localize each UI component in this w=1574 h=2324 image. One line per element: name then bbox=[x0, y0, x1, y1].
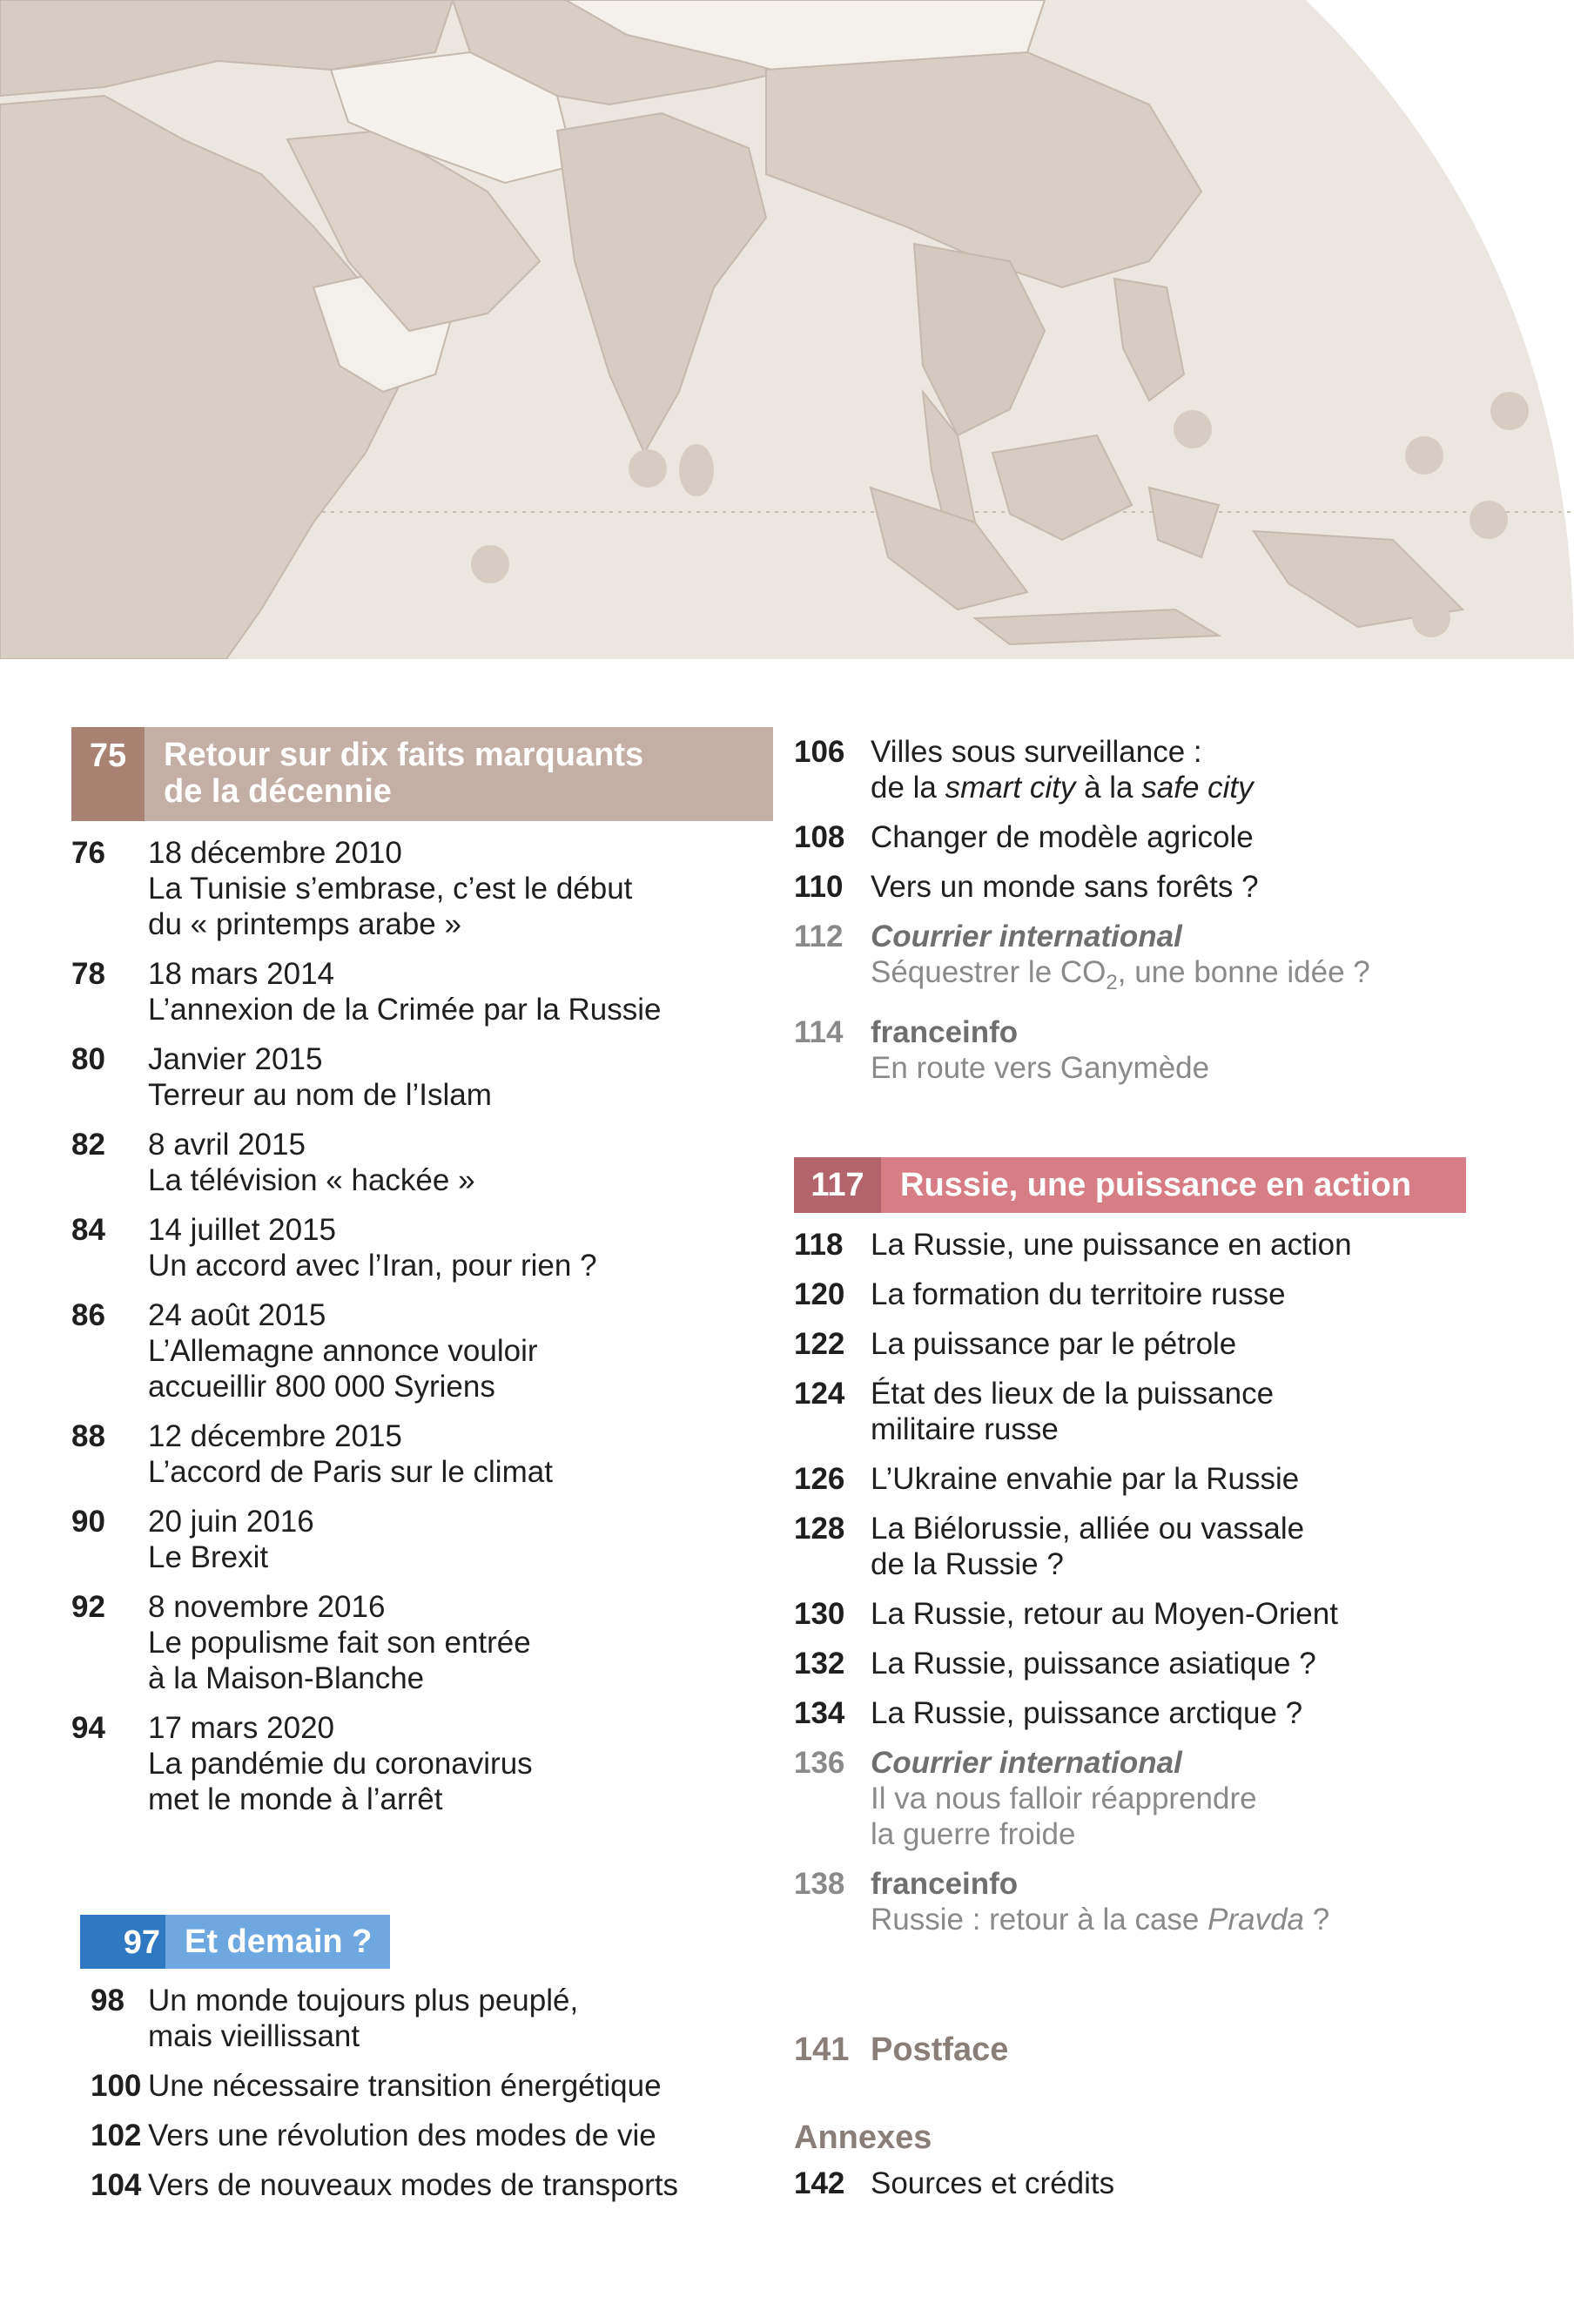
left-column bbox=[71, 727, 768, 2217]
toc-entry[interactable] bbox=[794, 2166, 1508, 2201]
entry-line: à la Maison-Blanche bbox=[148, 1661, 425, 1695]
partner-brand: Courrier international bbox=[871, 1746, 1182, 1780]
page-number: 88 bbox=[71, 1419, 105, 1453]
toc-entry[interactable] bbox=[794, 1461, 1508, 1497]
entry-text: Russie : retour à la case bbox=[871, 1903, 1208, 1937]
retour-entries bbox=[71, 835, 768, 1817]
toc-entry[interactable] bbox=[71, 956, 768, 1027]
entry-line bbox=[871, 1902, 1508, 1937]
entry-line: La Russie, puissance asiatique ? bbox=[871, 1647, 1316, 1681]
toc-entry[interactable] bbox=[71, 1983, 768, 2054]
page-number: 134 bbox=[794, 1696, 845, 1730]
page-number: 106 bbox=[794, 735, 845, 769]
entry-line: mais vieillissant bbox=[148, 2019, 360, 2053]
entry-line: Le populisme fait son entrée bbox=[148, 1626, 531, 1660]
page-number: 124 bbox=[794, 1377, 845, 1411]
page-number: 136 bbox=[794, 1746, 845, 1780]
page-number: 126 bbox=[794, 1462, 845, 1496]
page-number: 98 bbox=[91, 1984, 124, 2018]
toc-entry[interactable] bbox=[794, 1646, 1508, 1681]
annexes-heading: Annexes bbox=[794, 2119, 932, 2156]
page-number: 132 bbox=[794, 1647, 845, 1681]
entry-line: 12 décembre 2015 bbox=[148, 1419, 402, 1453]
postface-heading[interactable] bbox=[794, 2031, 1508, 2069]
entry-text: ? bbox=[1304, 1903, 1330, 1937]
toc-entry[interactable] bbox=[71, 1212, 768, 1283]
entry-line: La puissance par le pétrole bbox=[871, 1327, 1237, 1361]
entry-text: , une bonne idée ? bbox=[1117, 955, 1370, 989]
page-number: 94 bbox=[71, 1711, 105, 1745]
toc-entry[interactable] bbox=[794, 869, 1508, 905]
demain-entries bbox=[71, 1983, 768, 2203]
entry-line: Le Brexit bbox=[148, 1540, 269, 1574]
entry-line: La Tunisie s’embrase, c’est le début bbox=[148, 872, 633, 906]
entry-line: Un monde toujours plus peuplé, bbox=[148, 1984, 579, 2018]
entry-italic: Pravda bbox=[1207, 1903, 1305, 1937]
page-number: 92 bbox=[71, 1590, 105, 1624]
entry-line: La télévision « hackée » bbox=[148, 1163, 475, 1197]
page-number: 128 bbox=[794, 1512, 845, 1546]
entry-line: Un accord avec l’Iran, pour rien ? bbox=[148, 1249, 597, 1283]
toc-entry[interactable] bbox=[71, 1589, 768, 1696]
entry-line: Sources et crédits bbox=[871, 2166, 1115, 2200]
entry-line: 8 novembre 2016 bbox=[148, 1590, 386, 1624]
toc-entry[interactable] bbox=[71, 1127, 768, 1198]
section-title-box bbox=[881, 1157, 1466, 1213]
toc-entry[interactable] bbox=[794, 1511, 1508, 1582]
entry-line: L’accord de Paris sur le climat bbox=[148, 1455, 553, 1489]
entry-line: militaire russe bbox=[871, 1412, 1059, 1446]
entry-line: Changer de modèle agricole bbox=[871, 820, 1254, 854]
entry-line: 24 août 2015 bbox=[148, 1298, 326, 1332]
entry-line: La pandémie du coronavirus bbox=[148, 1747, 533, 1781]
entry-line: 14 juillet 2015 bbox=[148, 1213, 336, 1247]
partner-brand: franceinfo bbox=[871, 1867, 1019, 1901]
page-number: 112 bbox=[794, 919, 844, 953]
entry-line: 18 mars 2014 bbox=[148, 957, 335, 991]
page-number: 108 bbox=[794, 820, 845, 854]
section-header-russie[interactable] bbox=[794, 1157, 1466, 1213]
section-header-retour[interactable] bbox=[71, 727, 768, 821]
toc-entry-partner[interactable] bbox=[794, 1866, 1508, 1937]
toc-entry-partner[interactable] bbox=[794, 1014, 1508, 1086]
entry-line: 20 juin 2016 bbox=[148, 1505, 314, 1539]
toc-entry[interactable] bbox=[794, 1376, 1508, 1447]
section-number: 97 bbox=[123, 1924, 160, 1961]
page-number: 82 bbox=[71, 1128, 105, 1162]
entry-line: la guerre froide bbox=[871, 1817, 1076, 1851]
entry-line: La formation du territoire russe bbox=[871, 1277, 1286, 1311]
toc-entry[interactable] bbox=[71, 2118, 768, 2153]
page-number: 90 bbox=[71, 1505, 105, 1539]
page-number: 118 bbox=[794, 1228, 844, 1262]
toc-entry[interactable] bbox=[794, 1596, 1508, 1632]
entry-line: En route vers Ganymède bbox=[871, 1051, 1210, 1085]
section-title: Russie, une puissance en action bbox=[900, 1167, 1412, 1203]
partner-brand: Courrier international bbox=[871, 919, 1182, 953]
toc-entry[interactable] bbox=[794, 1277, 1508, 1312]
entry-text: à la bbox=[1075, 771, 1142, 805]
entry-italic: safe city bbox=[1141, 771, 1254, 805]
entry-line: accueillir 800 000 Syriens bbox=[148, 1370, 495, 1404]
entry-text: de la bbox=[871, 771, 945, 805]
entry-line bbox=[871, 770, 1508, 805]
page-number: 104 bbox=[91, 2168, 142, 2202]
entry-text: Séquestrer le CO bbox=[871, 955, 1107, 989]
entry-line: met le monde à l’arrêt bbox=[148, 1782, 443, 1816]
entry-line: Vers une révolution des modes de vie bbox=[148, 2119, 656, 2152]
entry-italic: smart city bbox=[945, 771, 1076, 805]
postface-title: Postface bbox=[871, 2031, 1009, 2068]
toc-entry-partner[interactable] bbox=[794, 919, 1508, 1000]
world-map-banner bbox=[0, 0, 1574, 659]
entry-line: Vers un monde sans forêts ? bbox=[871, 870, 1259, 904]
entry-line bbox=[871, 954, 1508, 1000]
toc-entry[interactable] bbox=[794, 1326, 1508, 1362]
section-title-box bbox=[165, 1915, 390, 1969]
section-title: Et demain ? bbox=[185, 1923, 373, 1960]
toc-entry[interactable] bbox=[71, 1710, 768, 1817]
toc-entry[interactable] bbox=[794, 819, 1508, 855]
toc-entry[interactable] bbox=[794, 734, 1508, 805]
toc-entry[interactable] bbox=[71, 1041, 768, 1113]
toc-entry[interactable] bbox=[71, 835, 768, 942]
page-number: 141 bbox=[794, 2031, 850, 2068]
right-column bbox=[794, 734, 1508, 2215]
section-title-line: de la décennie bbox=[164, 773, 392, 810]
section-number-box bbox=[80, 1915, 165, 1969]
page-number: 100 bbox=[91, 2069, 142, 2103]
entry-line: L’annexion de la Crimée par la Russie bbox=[148, 993, 662, 1027]
entry-line: L’Allemagne annonce vouloir bbox=[148, 1334, 538, 1368]
entry-line: Janvier 2015 bbox=[148, 1042, 323, 1076]
entry-line: 17 mars 2020 bbox=[148, 1711, 335, 1745]
page-number: 80 bbox=[71, 1042, 105, 1076]
subscript: 2 bbox=[1106, 971, 1118, 994]
toc-entry[interactable] bbox=[794, 1227, 1508, 1263]
section-number-box bbox=[794, 1157, 881, 1213]
page-number: 130 bbox=[794, 1597, 845, 1631]
section-number-box bbox=[71, 727, 145, 821]
page-number: 122 bbox=[794, 1327, 845, 1361]
section-title-box bbox=[145, 727, 773, 821]
toc-entry[interactable] bbox=[71, 1504, 768, 1575]
entry-line: Une nécessaire transition énergétique bbox=[148, 2069, 662, 2103]
toc-entry-partner[interactable] bbox=[794, 1745, 1508, 1852]
entry-line: 18 décembre 2010 bbox=[148, 836, 402, 870]
entry-line: La Biélorussie, alliée ou vassale bbox=[871, 1512, 1305, 1546]
page-number: 142 bbox=[794, 2166, 845, 2200]
entry-line: Vers de nouveaux modes de transports bbox=[148, 2168, 678, 2202]
section-number: 117 bbox=[811, 1167, 864, 1203]
entry-line: 8 avril 2015 bbox=[148, 1128, 306, 1162]
page-number: 138 bbox=[794, 1867, 845, 1901]
toc-entry[interactable] bbox=[71, 1418, 768, 1490]
section-number: 75 bbox=[89, 738, 127, 774]
entry-line: La Russie, une puissance en action bbox=[871, 1228, 1352, 1262]
page-number: 110 bbox=[794, 870, 844, 904]
page-number: 120 bbox=[794, 1277, 845, 1311]
entry-line: La Russie, puissance arctique ? bbox=[871, 1696, 1303, 1730]
section-header-et-demain[interactable] bbox=[80, 1915, 428, 1969]
page-number: 78 bbox=[71, 957, 105, 991]
page-number: 102 bbox=[91, 2119, 142, 2152]
entry-line: État des lieux de la puissance bbox=[871, 1377, 1275, 1411]
entry-line: L’Ukraine envahie par la Russie bbox=[871, 1462, 1300, 1496]
partner-brand: franceinfo bbox=[871, 1015, 1019, 1049]
toc-entry[interactable] bbox=[71, 2068, 768, 2104]
page-number: 76 bbox=[71, 836, 105, 870]
page-number: 86 bbox=[71, 1298, 105, 1332]
toc-entry[interactable] bbox=[71, 1297, 768, 1405]
section-title-line: Retour sur dix faits marquants bbox=[164, 737, 644, 773]
page-number: 114 bbox=[794, 1015, 844, 1049]
russie-entries bbox=[794, 1227, 1508, 1731]
toc-entry[interactable] bbox=[71, 2167, 768, 2203]
entry-line: du « printemps arabe » bbox=[148, 907, 461, 941]
entry-line: Il va nous falloir réapprendre bbox=[871, 1782, 1257, 1815]
page-number: 84 bbox=[71, 1213, 105, 1247]
entry-line: La Russie, retour au Moyen-Orient bbox=[871, 1597, 1338, 1631]
toc-entry[interactable] bbox=[794, 1695, 1508, 1731]
entry-line: Terreur au nom de l’Islam bbox=[148, 1078, 492, 1112]
entry-line: Villes sous surveillance : bbox=[871, 735, 1202, 769]
entry-line: de la Russie ? bbox=[871, 1547, 1064, 1581]
